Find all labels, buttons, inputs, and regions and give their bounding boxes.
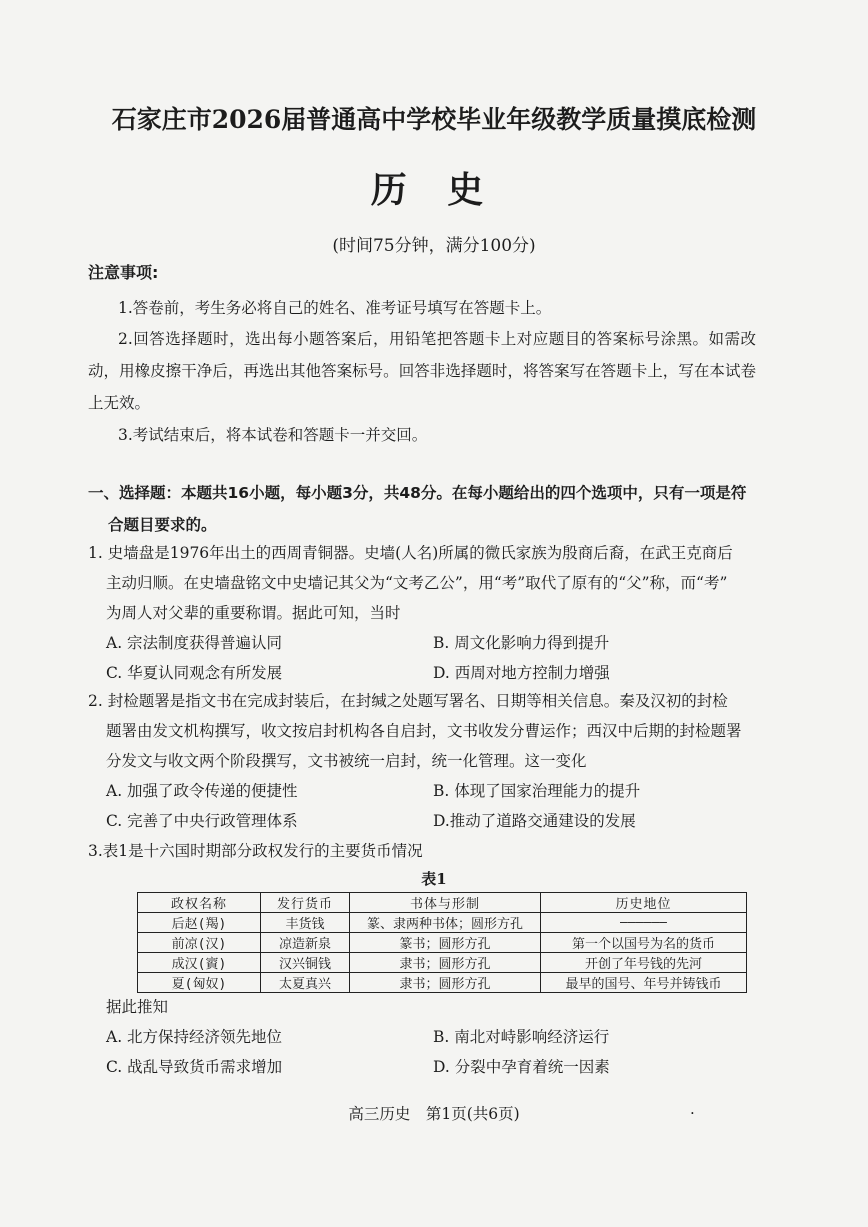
q1-line1: 1. 史墙盘是1976年出土的西周青铜器。史墙(人名)所属的微氏家族为殷商后裔，在武王克商后: [88, 544, 733, 562]
question-3: [88, 836, 760, 866]
table-cell: 最早的国号、年号并铸钱币: [541, 973, 747, 993]
table-header-cell: 历史地位: [541, 893, 747, 913]
q2-line1: 2. 封检题署是指文书在完成封装后，在封缄之处题写署名、日期等相关信息。秦及汉初的封检: [88, 692, 728, 710]
notice-item-1: 1.答卷前，考生务必将自己的姓名、准考证号填写在答题卡上。: [118, 299, 552, 317]
notice-heading: 注意事项:: [88, 263, 159, 282]
q1-line3: 为周人对父辈的重要称谓。据此可知，当时: [106, 604, 401, 622]
table-cell: 篆书；圆形方孔: [350, 933, 541, 953]
q3-option-c: C. 战乱导致货币需求增加: [106, 1058, 283, 1076]
q2-option-a: A. 加强了政令传递的便捷性: [106, 782, 298, 800]
q3-options: [88, 1022, 760, 1082]
question-1: [88, 538, 760, 688]
table-cell: 隶书；圆形方孔: [350, 953, 541, 973]
table-cell: 凉造新泉: [261, 933, 350, 953]
q1-options: [88, 628, 760, 688]
q3-after-text: 据此推知: [106, 998, 169, 1016]
notice-item-2: 2.回答选择题时，选出每小题答案后，用铅笔把答题卡上对应题目的答案标号涂黑。如需改动，用橡皮擦干净后，再选出其他答案标号。回答非选择题时，将答案写在答题卡上，写在本试卷上无效。: [88, 330, 756, 412]
q3-option-b: B. 南北对峙影响经济运行: [433, 1028, 610, 1046]
question-3-tail: [88, 992, 760, 1082]
q2-options: [88, 776, 760, 836]
table-header-cell: 政权名称: [138, 893, 261, 913]
table-header-row: [138, 893, 747, 913]
currency-table: [137, 892, 747, 993]
table-row: [138, 953, 747, 973]
exam-title: 石家庄市2026届普通高中学校毕业年级教学质量摸底检测: [111, 105, 757, 134]
question-2: [88, 686, 760, 836]
q2-line2: 题署由发文机构撰写，收文按启封机构各自启封，文书收发分曹运作；西汉中后期的封检题署: [106, 722, 742, 740]
q2-option-c: C. 完善了中央行政管理体系: [106, 812, 298, 830]
table-cell: 第一个以国号为名的货币: [541, 933, 747, 953]
q1-option-b: B. 周文化影响力得到提升: [433, 634, 610, 652]
table-row: [138, 913, 747, 933]
table-cell: 汉兴铜钱: [261, 953, 350, 973]
table-cell: 夏(匈奴): [138, 973, 261, 993]
q3-option-a: A. 北方保持经济领先地位: [106, 1028, 283, 1046]
section-heading: [88, 477, 760, 541]
table-cell: 后赵(羯): [138, 913, 261, 933]
section-heading-line1: 一、选择题：本题共16小题，每小题3分，共48分。在每小题给出的四个选项中，只有一项是符: [88, 484, 747, 502]
table-cell: 成汉(賨): [138, 953, 261, 973]
q1-line2: 主动归顺。在史墙盘铭文中史墙记其父为“文考乙公”，用“考”取代了原有的“父”称，而“考”: [106, 574, 728, 592]
table-header-cell: 书体与形制: [350, 893, 541, 913]
q1-option-d: D. 西周对地方控制力增强: [433, 664, 610, 682]
table-cell: 丰货钱: [261, 913, 350, 933]
table-cell: 太夏真兴: [261, 973, 350, 993]
table-cell: ——————: [541, 913, 747, 933]
q2-option-d: D.推动了道路交通建设的发展: [433, 812, 636, 830]
table-cell: 篆、隶两种书体；圆形方孔: [350, 913, 541, 933]
table-cell: 隶书；圆形方孔: [350, 973, 541, 993]
table-cell: 开创了年号钱的先河: [541, 953, 747, 973]
q2-line3: 分发文与收文两个阶段撰写，文书被统一启封，统一化管理。这一变化: [106, 752, 587, 770]
table-row: [138, 933, 747, 953]
subject-title: 历 史: [370, 169, 498, 211]
footer-mark: .: [690, 1100, 695, 1118]
q3-line1: 3.表1是十六国时期部分政权发行的主要货币情况: [88, 842, 423, 860]
table-row: [138, 973, 747, 993]
exam-time-note: (时间75分钟，满分100分): [332, 236, 536, 256]
q1-option-c: C. 华夏认同观念有所发展: [106, 664, 283, 682]
q1-option-a: A. 宗法制度获得普遍认同: [106, 634, 283, 652]
table-caption: 表1: [421, 870, 447, 888]
q2-option-b: B. 体现了国家治理能力的提升: [433, 782, 641, 800]
q3-option-d: D. 分裂中孕育着统一因素: [433, 1058, 610, 1076]
table-header-cell: 发行货币: [261, 893, 350, 913]
page-footer: 高三历史 第1页(共6页): [348, 1105, 520, 1123]
notice-item-3: 3.考试结束后，将本试卷和答题卡一并交回。: [118, 426, 428, 444]
table-cell: 前凉(汉): [138, 933, 261, 953]
section-heading-line2: 合题目要求的。: [108, 516, 217, 534]
